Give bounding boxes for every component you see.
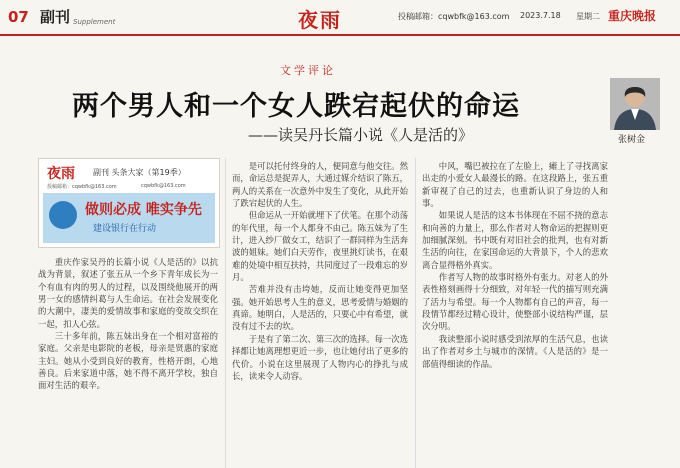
- paragraph: 是可以托付终身的人，便同意与他交往。然而，命运总是捉弄人，大通过媒介结识了陈五，两人的关系在一次意外中发生了变化，从此开始了跌宕起伏的人生。: [232, 161, 408, 209]
- paragraph: 中风，嘴巴被拉在了左脸上，瘫上了寻找离家出走的小爱女人最漫长的路。在这段路上，张五重新审视了自己的过去，也重新认识了身边的人和事。: [422, 161, 608, 209]
- paragraph: 于是有了第二次、第三次的选择。每一次选择都让她离理想更近一步，也让她付出了更多的代价。小说在这里展现了人物内心的挣扎与成长，读来令人动容。: [232, 333, 408, 381]
- section-name-en: Supplement: [73, 18, 116, 26]
- article-headline: 两个男人和一个女人跌宕起伏的命运: [72, 91, 520, 122]
- body-column-left: [38, 256, 218, 468]
- author-photo: [610, 78, 660, 130]
- promo-action: 建设银行在行动: [93, 224, 157, 234]
- page-number: 07: [8, 8, 29, 26]
- promo-box: [38, 158, 220, 248]
- paragraph: 如果说人是活的这本书体现在不屈不挠的意志和向善的力量上，那么作者对人物命运的把握则更加细腻深刻。书中既有对旧社会的批判，也有对新生活的向往，在家国命运的大背景下，个人的悲欢离合显得格外真实。: [422, 210, 608, 270]
- paragraph: 苦难并没有击垮她，反而让她变得更加坚强。她开始思考人生的意义，思考爱情与婚姻的真谛。她明白，人是活的，只要心中有希望，就没有过不去的坎。: [232, 284, 408, 332]
- paragraph: 作者写人物的故事时格外有张力。对老人的外表性格刻画得十分细致，对年轻一代的描写则充满了活力与希望。每一个人物都有自己的声音，每一段情节都经过精心设计，使整部小说结构严谨，层次分明。: [422, 272, 608, 332]
- promo-address: 投稿邮箱：cqwbfk@163.com: [47, 184, 117, 190]
- paragraph: 但命运从一开始就埋下了伏笔。在那个动荡的年代里，每一个人都身不由己。陈五妹为了生计，进入纱厂做女工，结识了一群同样为生活奔波的姐妹。她们白天劳作，夜里挑灯读书，在艰难的处境中相互扶持，共同度过了一段难忘的岁月。: [232, 210, 408, 283]
- promo-mail: cqwbfk@163.com: [141, 183, 186, 189]
- issue-date: 2023.7.18: [520, 11, 561, 20]
- article-category: 文学评论: [280, 64, 336, 77]
- masthead: [0, 0, 680, 36]
- paper-name: 重庆晚报: [608, 9, 657, 23]
- bank-logo-icon: [49, 201, 77, 229]
- column-divider: [225, 158, 226, 468]
- article-subtitle: ——读吴丹长篇小说《人是活的》: [248, 126, 474, 144]
- paragraph: 三十多年前，陈五妹出身在一个相对富裕的家庭。父亲是电影院的老板，母亲是贤惠的家庭主妇。她从小受到良好的教育，性格开朗，心地善良。后来家道中落，她不得不离开学校，独自面对生活的艰辛。: [38, 331, 218, 391]
- author-name: 张树金: [618, 135, 646, 145]
- body-column-right: [422, 160, 608, 468]
- promo-slogan: 做则必成 唯实争先: [85, 202, 202, 218]
- column-divider: [415, 158, 416, 468]
- submission-email: 投稿邮箱：cqwbfk@163.com: [398, 12, 510, 21]
- author-portrait-icon: [610, 78, 660, 130]
- promo-brand: 夜雨: [47, 166, 75, 182]
- body-column-middle: [232, 160, 408, 468]
- promo-column-label: 副刊 头条大家（第19季）: [93, 168, 186, 177]
- column-brand-logo: 夜雨: [298, 8, 342, 32]
- section-name: 副刊: [40, 8, 71, 26]
- issue-weekday: 星期二: [576, 12, 600, 21]
- paragraph: 我读整部小说时感受到浓厚的生活气息，也读出了作者对乡土与城市的深情。《人是活的》是一部值得细读的作品。: [422, 333, 608, 369]
- promo-banner: [43, 193, 215, 243]
- paragraph: 重庆作家吴丹的长篇小说《人是活的》以抗战为背景，叙述了张五从一个乡下青年成长为一个有血有肉的男人的过程，以及围绕他展开的两男一女的感情纠葛与人生命运。在社会发展变化的大潮中，凄美的爱情故事和家庭的变故交织在一起，扣人心弦。: [38, 257, 218, 329]
